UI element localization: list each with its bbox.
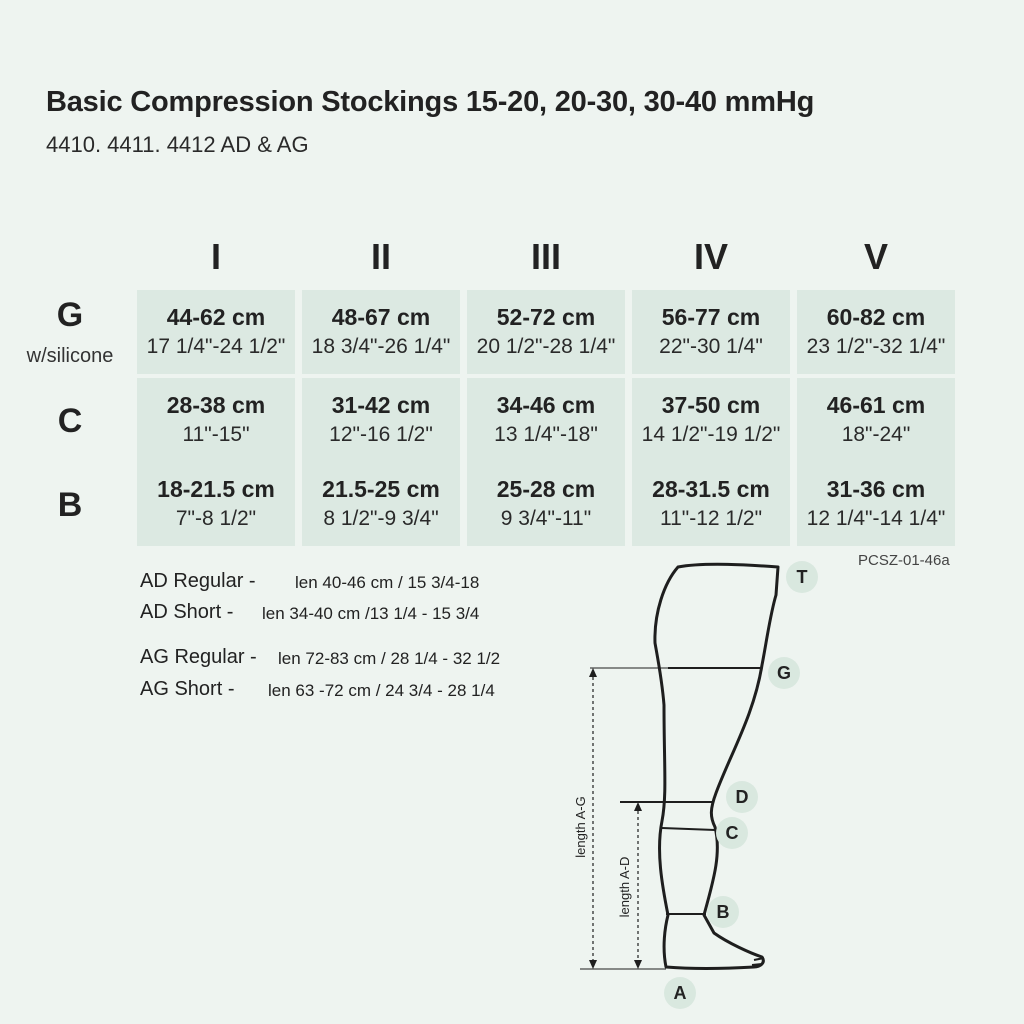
cell-cm: 52-72 cm (496, 304, 596, 330)
cell-inches: 12 1/4"-14 1/4" (806, 507, 946, 530)
marker-b (707, 896, 739, 928)
size-cell (632, 290, 790, 374)
length-label-ad-regular: AD Regular - (140, 570, 256, 592)
cell-inches: 18"-24" (841, 423, 911, 446)
size-cell (797, 462, 955, 546)
cell-cm: 37-50 cm (661, 392, 761, 418)
marker-t-label: T (796, 567, 808, 587)
length-label-ag-regular: AG Regular - (140, 646, 257, 668)
size-cell (632, 378, 790, 462)
size-cell (302, 378, 460, 462)
product-code: PCSZ-01-46a (858, 552, 950, 569)
size-cell (632, 462, 790, 546)
size-cell (467, 290, 625, 374)
cell-inches: 22"-30 1/4" (659, 335, 763, 358)
length-value-ad-regular: len 40-46 cm / 15 3/4-18 (295, 573, 480, 592)
cell-cm: 34-46 cm (496, 392, 596, 418)
cell-inches: 14 1/2"-19 1/2" (641, 423, 781, 446)
marker-a (664, 977, 696, 1009)
row-sublabel-g: w/silicone (26, 345, 114, 367)
cell-inches: 11"-12 1/2" (659, 507, 763, 530)
cell-cm: 31-36 cm (826, 476, 926, 502)
length-label-ag-short: AG Short - (140, 678, 235, 700)
model-numbers: 4410. 4411. 4412 AD & AG (46, 132, 309, 157)
marker-g (768, 657, 800, 689)
cell-cm: 56-77 cm (661, 304, 761, 330)
cell-inches: 12"-16 1/2" (329, 423, 433, 446)
size-header-1: I (210, 236, 221, 277)
cell-cm: 60-82 cm (826, 304, 926, 330)
marker-t (786, 561, 818, 593)
length-value-ag-short: len 63 -72 cm / 24 3/4 - 28 1/4 (268, 681, 495, 700)
cell-inches: 17 1/4"-24 1/2" (146, 335, 286, 358)
cell-cm: 46-61 cm (826, 392, 926, 418)
size-cell (797, 290, 955, 374)
cell-cm: 21.5-25 cm (322, 476, 440, 502)
length-value-ad-short: len 34-40 cm /13 1/4 - 15 3/4 (262, 604, 480, 623)
length-ad-label: length A-D (617, 856, 632, 918)
marker-a-label: A (673, 983, 687, 1003)
cell-cm: 44-62 cm (166, 304, 266, 330)
marker-c-label: C (725, 823, 739, 843)
length-label-ad-short: AD Short - (140, 601, 234, 623)
size-header-5: V (863, 236, 888, 277)
cell-inches: 18 3/4"-26 1/4" (311, 335, 451, 358)
size-cell (137, 378, 295, 462)
cell-inches: 20 1/2"-28 1/4" (476, 335, 616, 358)
cell-inches: 23 1/2"-32 1/4" (806, 335, 946, 358)
marker-d (726, 781, 758, 813)
marker-d-label: D (735, 787, 749, 807)
marker-b-label: B (716, 902, 730, 922)
row-label-b: B (57, 486, 83, 524)
cell-cm: 48-67 cm (331, 304, 431, 330)
cell-inches: 13 1/4"-18" (494, 423, 598, 446)
size-cell (302, 290, 460, 374)
cell-inches: 11"-15" (182, 423, 250, 446)
cell-inches: 9 3/4"-11" (500, 507, 592, 530)
marker-c (716, 817, 748, 849)
cell-inches: 8 1/2"-9 3/4" (323, 507, 439, 530)
row-label-c: C (57, 402, 83, 440)
size-cell (797, 378, 955, 462)
size-cell (137, 290, 295, 374)
cell-inches: 7"-8 1/2" (175, 507, 257, 530)
cell-cm: 28-38 cm (166, 392, 266, 418)
page-title: Basic Compression Stockings 15-20, 20-30, 30-40 mmHg (46, 86, 815, 118)
size-header-3: III (530, 236, 561, 277)
size-cell (467, 462, 625, 546)
cell-cm: 18-21.5 cm (157, 476, 275, 502)
cell-cm: 31-42 cm (331, 392, 431, 418)
length-ag-label: length A-G (573, 796, 588, 858)
size-header-2: II (370, 236, 391, 277)
length-value-ag-regular: len 72-83 cm / 28 1/4 - 32 1/2 (278, 649, 501, 668)
cell-cm: 28-31.5 cm (652, 476, 770, 502)
leg-diagram (540, 555, 840, 1015)
cell-cm: 25-28 cm (496, 476, 596, 502)
size-cell (302, 462, 460, 546)
line-c (662, 828, 715, 830)
row-label-g: G (56, 296, 84, 334)
size-cell (467, 378, 625, 462)
marker-g-label: G (776, 663, 792, 683)
size-cell (137, 462, 295, 546)
size-header-4: IV (693, 236, 728, 277)
